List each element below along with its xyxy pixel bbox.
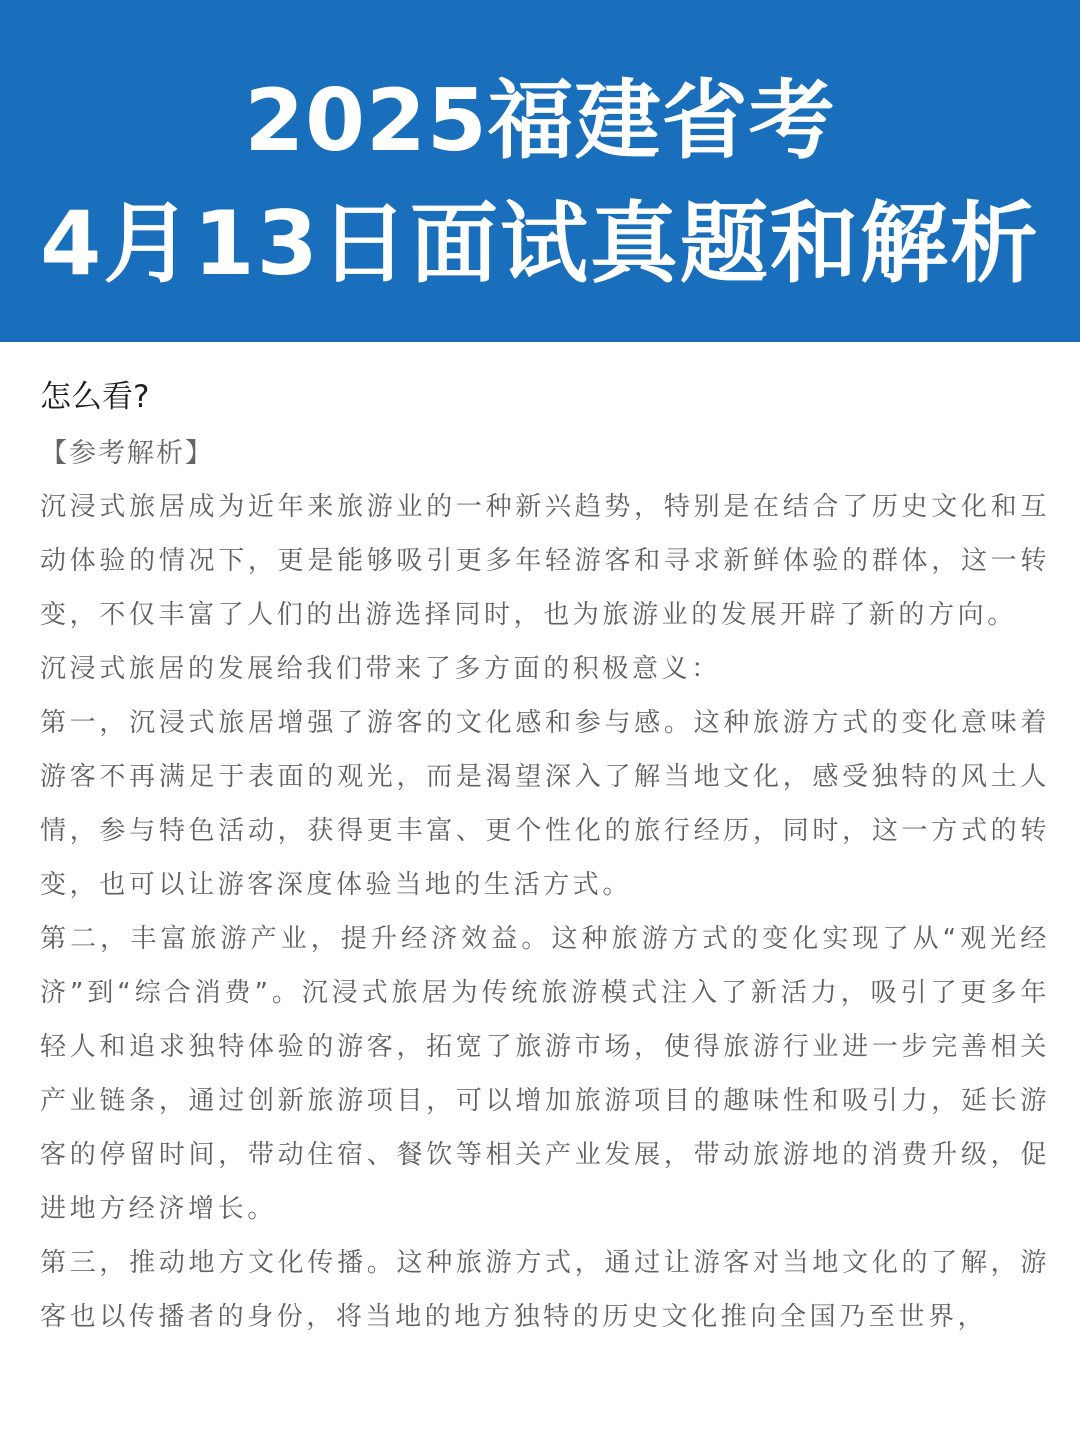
paragraph-intro: 沉浸式旅居成为近年来旅游业的一种新兴趋势，特别是在结合了历史文化和互动体验的情况下，更是能够吸引更多年轻游客和寻求新鲜体验的群体，这一转变，不仅丰富了人们的出游选择同时，也为旅游业的发展开辟了新的方向。	[40, 492, 1050, 630]
title-banner	[0, 0, 1080, 342]
article-body	[40, 370, 1050, 1344]
paragraph-significance-lead: 沉浸式旅居的发展给我们带来了多方面的积极意义：	[40, 654, 721, 684]
paragraph-point-1: 第一，沉浸式旅居增强了游客的文化感和参与感。这种旅游方式的变化意味着游客不再满足于表面的观光，而是渴望深入了解当地文化，感受独特的风土人情，参与特色活动，获得更丰富、更个性化的旅行经历，同时，这一方式的转变，也可以让游客深度体验当地的生活方式。	[40, 708, 1050, 900]
paragraph-point-2: 第二，丰富旅游产业，提升经济效益。这种旅游方式的变化实现了从“观光经济”到“综合消费”。沉浸式旅居为传统旅游模式注入了新活力，吸引了更多年轻人和追求独特体验的游客，拓宽了旅游市场，使得旅游行业进一步完善相关产业链条，通过创新旅游项目，可以增加旅游项目的趣味性和吸引力，延长游客的停留时间，带动住宿、餐饮等相关产业发展，带动旅游地的消费升级，促进地方经济增长。	[40, 924, 1050, 1224]
reference-analysis-label: 【参考解析】	[40, 438, 214, 469]
title-line-2: 4月13日面试真题和解析	[40, 192, 1040, 295]
paragraph-point-3: 第三，推动地方文化传播。这种旅游方式，通过让游客对当地文化的了解，游客也以传播者的身份，将当地的地方独特的历史文化推向全国乃至世界，	[40, 1248, 1050, 1332]
title-line-1: 2025福建省考	[244, 71, 836, 171]
question-heading: 怎么看?	[40, 379, 150, 415]
